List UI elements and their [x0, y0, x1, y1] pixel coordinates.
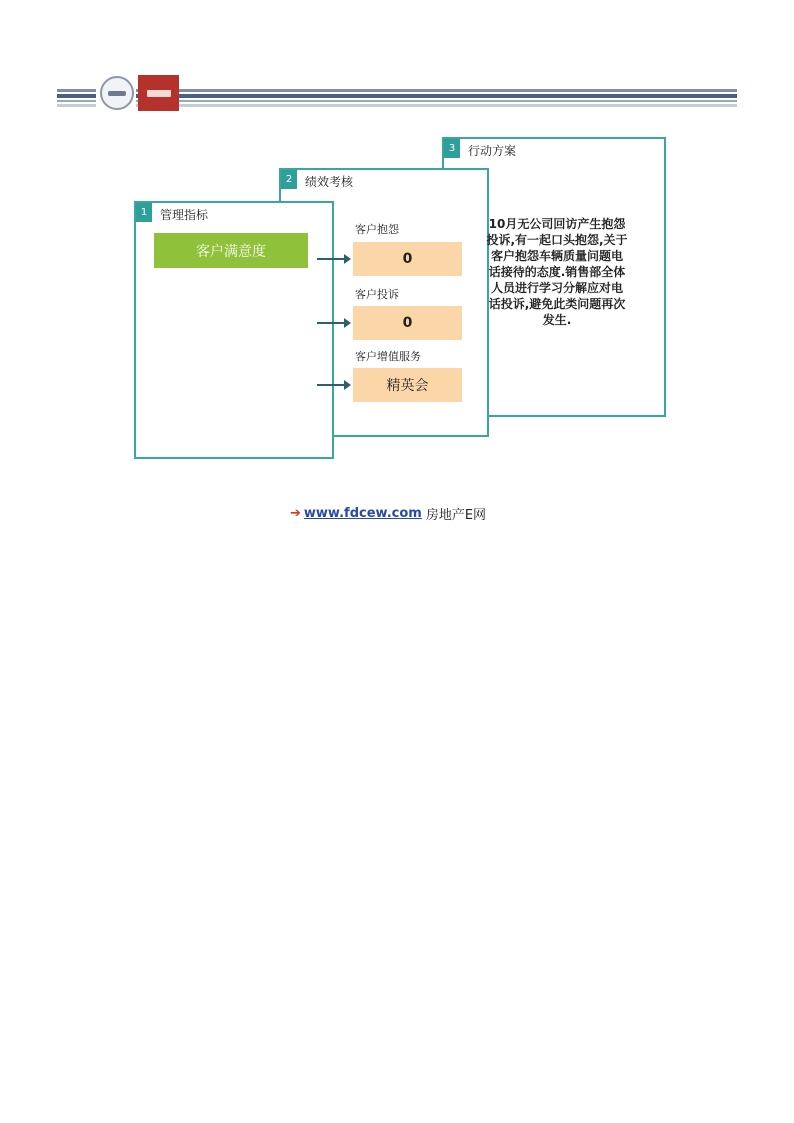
panel-title: 绩效考核 [305, 175, 354, 189]
brand-badge-icon [138, 75, 179, 111]
metric-value-complaint: 0 [353, 242, 462, 276]
panel-number: 3 [444, 139, 460, 158]
arrow-right-icon [317, 322, 349, 324]
arrow-right-icon: ➔ [290, 505, 301, 521]
footer-link-row[interactable] [290, 503, 486, 523]
arrow-right-icon [317, 258, 349, 260]
footer-site-name: 房地产E网 [425, 507, 487, 523]
footer-url-link[interactable]: www.fdcew.com [303, 505, 422, 521]
arrow-right-icon [317, 384, 349, 386]
metric-value-formal-complaint: 0 [353, 306, 462, 340]
action-plan-text: 10月无公司回访产生抱怨投诉,有一起口头抱怨,关于客户抱怨车辆质量问题电话接待的态度.销售部全体人员进行学习分解应对电话投诉,避免此类问题再次发生. [486, 217, 628, 327]
panel-number: 1 [136, 203, 152, 222]
metric-label-value-added-service: 客户增值服务 [355, 350, 421, 363]
metric-label-complaint: 客户抱怨 [355, 223, 399, 236]
metric-value-value-added-service: 精英会 [353, 368, 462, 402]
panel-title: 行动方案 [468, 144, 517, 158]
panel-number: 2 [281, 170, 297, 189]
metric-label-formal-complaint: 客户投诉 [355, 288, 399, 301]
company-logo-icon [100, 76, 134, 110]
kpi-customer-satisfaction: 客户满意度 [154, 233, 308, 268]
panel-title: 管理指标 [160, 208, 209, 222]
company-logo [96, 74, 136, 112]
